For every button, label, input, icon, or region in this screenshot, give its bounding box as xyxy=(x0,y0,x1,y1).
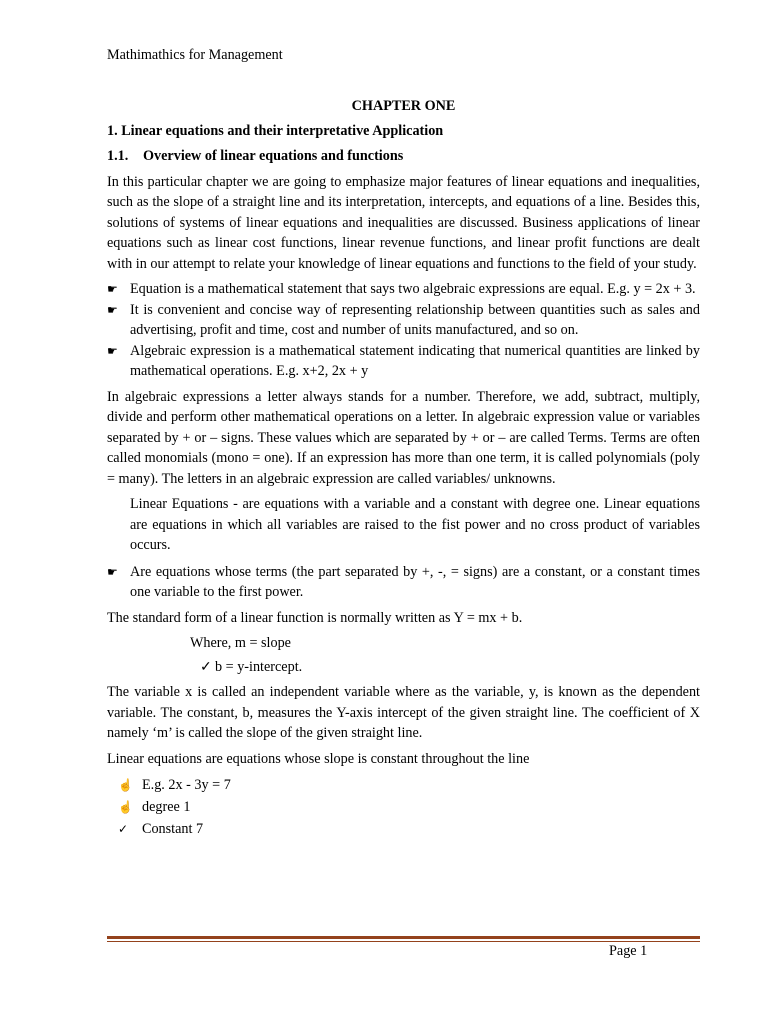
bullet-list-1 xyxy=(107,279,700,382)
check-icon: ✓ xyxy=(200,658,212,675)
pointing-hand-icon: ☛ xyxy=(107,564,118,579)
hand-icon: ☝ xyxy=(118,800,133,814)
standard-form-line: The standard form of a linear function is normally written as Y = mx + b. xyxy=(107,609,523,626)
list-item xyxy=(107,279,700,300)
bullet-list-2 xyxy=(107,494,700,603)
footer-rule-thick xyxy=(107,936,700,939)
intro-paragraph: In this particular chapter we are going to emphasize major features of linear equations and inequalities, such as the slope of a straight line and its interpretation, intercepts, and equations of a line. Besides this, solutions of systems of linear equations and inequalities are discussed. Business applications of linear equations such as linear cost functions, linear revenue functions, and linear profit functions are dealt with in our attempt to relate your knowledge of linear equations and functions to the field of your study. xyxy=(107,173,700,272)
chapter-title: CHAPTER ONE xyxy=(351,98,456,114)
list-item xyxy=(107,562,700,603)
list-item-text: It is convenient and concise way of representing relationship between quantities such as sales and advertising, profit and time, cost and number of units manufactured, and so on. xyxy=(130,301,700,338)
pointing-hand-icon: ☛ xyxy=(107,282,118,296)
list-item xyxy=(118,796,700,818)
check-icon: ✓ xyxy=(118,822,129,836)
list-item-text: E.g. 2x - 3y = 7 xyxy=(142,777,231,793)
variable-paragraph: The variable x is called an independent variable where as the variable, y, is known as the dependent variable. The constant, b, measures the Y-axis intercept of the given straight line. The coefficient of X namely ‘m’ is called the slope of the given straight line. xyxy=(107,684,700,741)
algebraic-paragraph: In algebraic expressions a letter always stands for a number. Therefore, we add, subtract, multiply, divide and perform other mathematical operations on a letter. In algebraic expression value or variables separated by + or – signs. These values which are separated by + or – are called Terms. Terms are often called monomials (mono = one). If an expression has more than one term, it is called polynomials (poly = many). The letters in an algebraic expression are called variables/ unknowns. xyxy=(107,388,700,487)
list-item-text: Equation is a mathematical statement that says two algebraic expressions are equal. E.g. y = 2x + 3. xyxy=(130,281,696,297)
list-item-text: Linear Equations - are equations with a variable and a constant with degree one. Linear equations are equations in which all variables are raised to the fist power and no cross product of variables occurs. xyxy=(130,496,700,553)
page-number: Page 1 xyxy=(609,943,648,959)
page-content xyxy=(107,96,700,840)
intercept-line xyxy=(200,657,700,678)
example-list xyxy=(118,774,700,840)
slope-sentence: Linear equations are equations whose slope is constant throughout the line xyxy=(107,750,530,767)
list-item xyxy=(107,494,700,556)
list-item xyxy=(107,341,700,382)
subsection-heading xyxy=(107,146,700,167)
intercept-text: b = y-intercept. xyxy=(215,658,303,675)
running-header: Mathimathics for Management xyxy=(107,47,283,63)
subsection-number: 1.1. xyxy=(107,148,129,164)
hand-icon: ☝ xyxy=(118,778,133,792)
list-item xyxy=(107,300,700,341)
subsection-title: Overview of linear equations and functions xyxy=(143,148,404,164)
section-heading: 1. Linear equations and their interpretative Application xyxy=(107,122,444,139)
list-item-text: degree 1 xyxy=(142,799,191,815)
footer-rule-thin xyxy=(107,941,700,942)
pointing-hand-icon: ☛ xyxy=(107,343,118,358)
list-item xyxy=(118,774,700,796)
list-item-text: Constant 7 xyxy=(142,821,204,837)
list-item-text: Algebraic expression is a mathematical statement indicating that numerical quantities are linked by mathematical operations. E.g. x+2, 2x + y xyxy=(130,342,700,379)
where-line: Where, m = slope xyxy=(190,635,291,651)
pointing-hand-icon: ☛ xyxy=(107,302,118,317)
list-item-text: Are equations whose terms (the part separated by +, -, = signs) are a constant, or a constant times one variable to the first power. xyxy=(130,563,700,600)
list-item xyxy=(118,818,700,840)
